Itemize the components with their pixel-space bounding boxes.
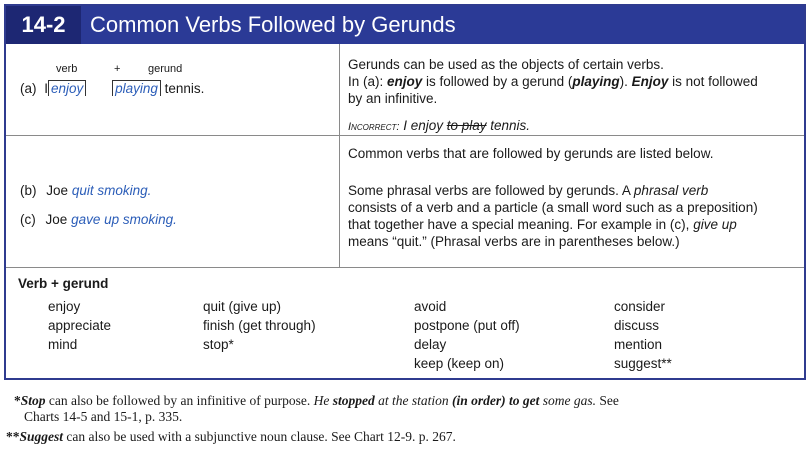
row-divider-2 xyxy=(6,267,804,268)
column-divider xyxy=(339,44,340,268)
list-item: quit (give up) xyxy=(203,299,282,314)
list-item: postpone (put off) xyxy=(414,318,520,333)
explanation-1-line2 xyxy=(348,73,758,90)
explanation-1-line1: Gerunds can be used as the objects of certain verbs. xyxy=(348,57,664,72)
example-b-marker: (b) xyxy=(20,183,37,198)
chart-header xyxy=(6,6,804,44)
example-a-gerund: playing xyxy=(112,80,161,96)
footnote-1-line2: Charts 14-5 and 15-1, p. 335. xyxy=(24,409,183,424)
label-plus: + xyxy=(114,63,121,75)
list-item: finish (get through) xyxy=(203,318,316,333)
text: is not followed xyxy=(668,74,758,89)
example-b xyxy=(20,182,151,199)
list-item: keep (keep on) xyxy=(414,356,505,371)
explanation-2-line1 xyxy=(348,182,708,199)
list-item: consider xyxy=(614,299,666,314)
text: I enjoy xyxy=(403,118,447,133)
text: at the station xyxy=(374,393,452,408)
emphasis: stopped xyxy=(332,393,375,408)
incorrect-example xyxy=(348,117,530,136)
emphasis: Suggest xyxy=(19,429,64,444)
list-item: stop* xyxy=(203,337,234,352)
footnote-marker: * xyxy=(14,393,21,408)
list-item: mind xyxy=(48,337,78,352)
grammar-chart xyxy=(4,4,806,380)
chart-number: 14-2 xyxy=(6,6,81,44)
list-heading: Verb + gerund xyxy=(18,276,109,291)
example-a-marker: (a) xyxy=(20,81,37,96)
explanation-2-line3 xyxy=(348,216,737,233)
emphasis: Enjoy xyxy=(631,74,669,89)
list-item: enjoy xyxy=(48,299,81,314)
emphasis: give up xyxy=(693,217,737,232)
explanation-2-line2: consists of a verb and a particle (a small word such as a preposition) xyxy=(348,200,758,215)
example-b-phrase: quit smoking. xyxy=(71,183,152,198)
explanation-1-line5: Common verbs that are followed by gerunds are listed below. xyxy=(348,146,714,161)
explanation-1-line3: by an infinitive. xyxy=(348,91,438,106)
footnote-marker: ** xyxy=(6,429,20,444)
explanation-2-line4: means “quit.” (Phrasal verbs are in parentheses below.) xyxy=(348,234,680,249)
list-item: appreciate xyxy=(48,318,112,333)
text: that together have a special meaning. For example in (c), xyxy=(348,217,694,232)
emphasis: Stop xyxy=(20,393,46,408)
text: Joe xyxy=(46,183,69,198)
example-c xyxy=(20,211,177,228)
text: See xyxy=(595,393,619,408)
list-item: discuss xyxy=(614,318,660,333)
text: can also be followed by an infinitive of purpose. xyxy=(45,393,314,408)
text: can also be used with a subjunctive noun clause. See Chart 12-9. p. 267. xyxy=(63,429,456,444)
footnote-2 xyxy=(6,429,456,445)
text: Some phrasal verbs are followed by gerunds. A xyxy=(348,183,634,198)
text: In (a): xyxy=(348,74,388,89)
list-item: mention xyxy=(614,337,663,352)
example-a-end: tennis. xyxy=(164,81,205,96)
example-a xyxy=(20,80,204,97)
struck-text: to play xyxy=(446,118,487,133)
emphasis: enjoy xyxy=(387,74,423,89)
emphasis: (in order) to get xyxy=(451,393,540,408)
text: ). xyxy=(619,74,632,89)
emphasis: playing xyxy=(572,74,620,89)
label-verb: verb xyxy=(56,63,78,75)
example-a-verb: enjoy xyxy=(48,80,86,96)
example-a-subject: I xyxy=(44,81,49,96)
footnote-1 xyxy=(14,393,619,409)
incorrect-label: Incorrect: xyxy=(348,121,400,133)
list-item: avoid xyxy=(414,299,447,314)
text: tennis. xyxy=(486,118,531,133)
example-c-marker: (c) xyxy=(20,212,36,227)
list-item: suggest** xyxy=(614,356,672,371)
text: is followed by a gerund ( xyxy=(422,74,573,89)
example-c-phrase: gave up smoking. xyxy=(71,212,177,227)
emphasis: phrasal verb xyxy=(633,183,709,198)
text: some gas. xyxy=(539,393,596,408)
chart-title: Common Verbs Followed by Gerunds xyxy=(90,12,456,37)
list-item: delay xyxy=(414,337,447,352)
text: Joe xyxy=(45,212,68,227)
label-gerund: gerund xyxy=(148,63,183,75)
text: He xyxy=(313,393,333,408)
